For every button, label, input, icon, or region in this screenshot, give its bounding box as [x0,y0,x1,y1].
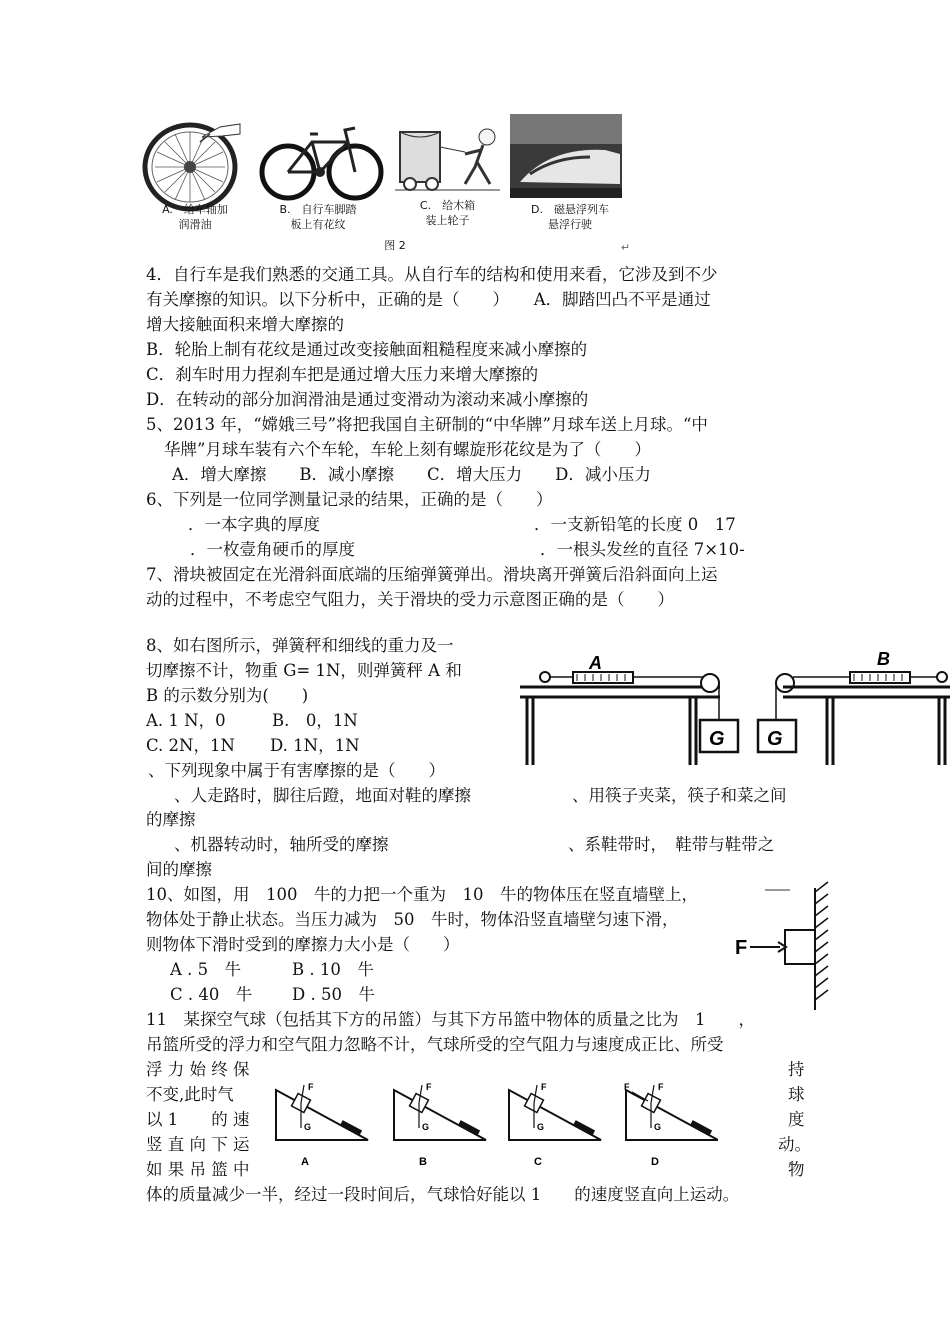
q4-line2: 有关摩擦的知识。以下分析中，正确的是（ ） A．脚踏凹凸不平是通过 [146,290,711,309]
q8-line3: B 的示数分别为( ) [146,686,309,705]
q9-option-b: 、用筷子夹菜，筷子和菜之间 [572,786,787,805]
q4-line1: 4．自行车是我们熟悉的交通工具。从自行车的结构和使用来看，它涉及到不少 [146,265,718,284]
incline-b-label: B [419,1156,427,1168]
q9-option-a: 、人走路时，脚往后蹬，地面对鞋的摩擦 [174,786,471,805]
q11-line7-left: 如 果 吊 篮 中 [146,1160,250,1179]
q10-option-d: D . 50 牛 [292,985,375,1004]
return-mark: ↵ [620,241,631,254]
q5-options: A．增大摩擦 B．减小摩擦 C．增大压力 D．减小压力 [172,465,651,484]
q7-line2: 动的过程中，不考虑空气阻力，关于滑块的受力示意图正确的是（ ） [146,590,674,609]
caption-c-line1: C. 给木箱 [419,199,476,212]
incline-c-gravity-label: G [537,1122,545,1132]
figure2-pictures [140,112,640,212]
q10-line1: 10、如图，用 100 牛的力把一个重为 10 牛的物体压在竖直墙壁上， [146,885,698,904]
q9-option-d: 、系鞋带时， 鞋带与鞋带之 [568,835,775,854]
q10-option-a: A . 5 牛 [170,960,242,979]
scale-label-b: B [877,649,890,669]
incline-c-label: C [534,1156,542,1168]
incline-a [276,1082,368,1168]
incline-d-friction-label: F [624,1082,630,1092]
figure2-title: 图 2 [384,239,406,252]
q11-line2: 吊篮所受的浮力和空气阻力忽略不计，气球所受的空气阻力与速度成正比、所受 [146,1035,724,1054]
box-cart-picture [395,129,500,190]
caption-c-line2: 装上轮子 [425,214,470,227]
caption-d-line2: 悬浮行驶 [548,218,592,231]
q11-line8: 体的质量减少一半，经过一段时间后，气球恰好能以 1 的速度竖直向上运动。 [146,1185,740,1204]
maglev-train-picture [510,114,622,198]
q9-option-b-cont: 的摩擦 [146,810,196,829]
incline-d-normal-label: F [658,1082,664,1092]
incline-d-gravity-label: G [654,1122,662,1132]
incline-a-normal-label: F [308,1082,314,1092]
q9-option-c: 、机器转动时，轴所受的摩擦 [174,835,389,854]
q7-line1: 7、滑块被固定在光滑斜面底端的压缩弹簧弹出。滑块离开弹簧后沿斜面向上运 [146,565,718,584]
q4-line3: 增大接触面积来增大摩擦的 [146,315,344,334]
caption-a-line1: A. 给车轴加 [162,203,228,216]
caption-d-line1: D. 磁悬浮列车 [531,203,609,216]
q11-line3-left: 浮 力 始 终 保 [146,1060,250,1079]
incline-d [624,1082,718,1168]
incline-b-normal-label: F [426,1082,432,1092]
q10-line2: 物体处于静止状态。当压力减为 50 牛时，物体沿竖直墙壁匀速下滑， [146,910,679,929]
q10-wall-figure [730,880,840,1015]
weight-g-left: G [709,728,725,750]
q4-option-b: B．轮胎上制有花纹是通过改变接触面粗糙程度来减小摩擦的 [146,340,588,359]
q11-line1: 11 某探空气球（包括其下方的吊篮）与其下方吊篮中物体的质量之比为 1 ， [146,1010,755,1029]
q11-line7-right: 物 [788,1160,805,1179]
q8-option-c: C. 2N，1N [146,736,235,755]
caption-b-line1: B. 自行车脚踏 [279,203,357,216]
wheel-oiling-picture [145,124,240,209]
q4-option-c: C．刹车时用力捏刹车把是通过增大压力来增大摩擦的 [146,365,539,384]
q11-line5-left: 以 1 的 速 [146,1110,250,1129]
incline-a-gravity-label: G [304,1122,312,1132]
q10-option-c: C . 40 牛 [170,985,253,1004]
q11-line5-right: 度 [788,1110,805,1129]
q4-option-d: D．在转动的部分加润滑油是通过变滑动为滚动来减小摩擦的 [146,390,589,409]
scale-label-a: A [589,653,602,673]
incline-b [394,1082,486,1168]
incline-c [509,1082,601,1168]
q8-option-b: B. 0，1N [272,711,358,730]
incline-d-label: D [651,1156,659,1168]
caption-d [515,202,625,232]
q11-line6-right: 动。 [778,1135,811,1154]
caption-a [140,202,250,232]
force-f-label: F [735,937,748,959]
incline-a-label: A [301,1156,309,1168]
incline-b-gravity-label: G [422,1122,430,1132]
q11-line4-left: 不变,此时气 [146,1085,234,1104]
weight-g-right: G [767,728,783,750]
q6-option-d: ．一根头发丝的直径 7×10- [540,540,745,559]
incline-c-normal-label: F [541,1082,547,1092]
caption-b [258,202,378,232]
q6-option-b: ．一支新铅笔的长度 0 17 [534,515,736,534]
q7-incline-figures [268,1080,718,1180]
q6-line1: 6、下列是一位同学测量记录的结果，正确的是（ ） [146,490,553,509]
caption-a-line2: 润滑油 [178,218,212,231]
q10-option-b: B . 10 牛 [292,960,374,979]
q11-line6-left: 竖 直 向 下 运 [146,1135,250,1154]
caption-c [395,198,500,228]
q8-line2: 切摩擦不计，物重 G= 1N，则弹簧秤 A 和 [146,661,462,680]
q11-line4-right: 球 [788,1085,805,1104]
figure2 [140,112,640,257]
q8-line1: 8、如右图所示，弹簧秤和细线的重力及一 [146,636,454,655]
q9-option-d-cont: 间的摩擦 [146,860,212,879]
q10-line3: 则物体下滑时受到的摩擦力大小是（ ） [146,935,460,954]
q9-line1: 、下列现象中属于有害摩擦的是（ ） [148,761,445,780]
bicycle-picture [262,128,381,198]
q6-option-c: ．一枚壹角硬币的厚度 [190,540,355,559]
caption-b-line2: 板上有花纹 [290,218,346,231]
q8-option-a: A. 1 N，0 [146,711,226,730]
q8-spring-scale-figure [515,645,950,770]
q6-option-a: ．一本字典的厚度 [188,515,320,534]
q5-line2: 华牌”月球车装有六个车轮，车轮上刻有螺旋形花纹是为了（ ） [164,440,651,459]
q11-line3-right: 持 [788,1060,805,1079]
q5-line1: 5、2013 年，“嫦娥三号”将把我国自主研制的“中华牌”月球车送上月球。“中 [146,415,708,434]
q8-option-d: D. 1N，1N [270,736,360,755]
